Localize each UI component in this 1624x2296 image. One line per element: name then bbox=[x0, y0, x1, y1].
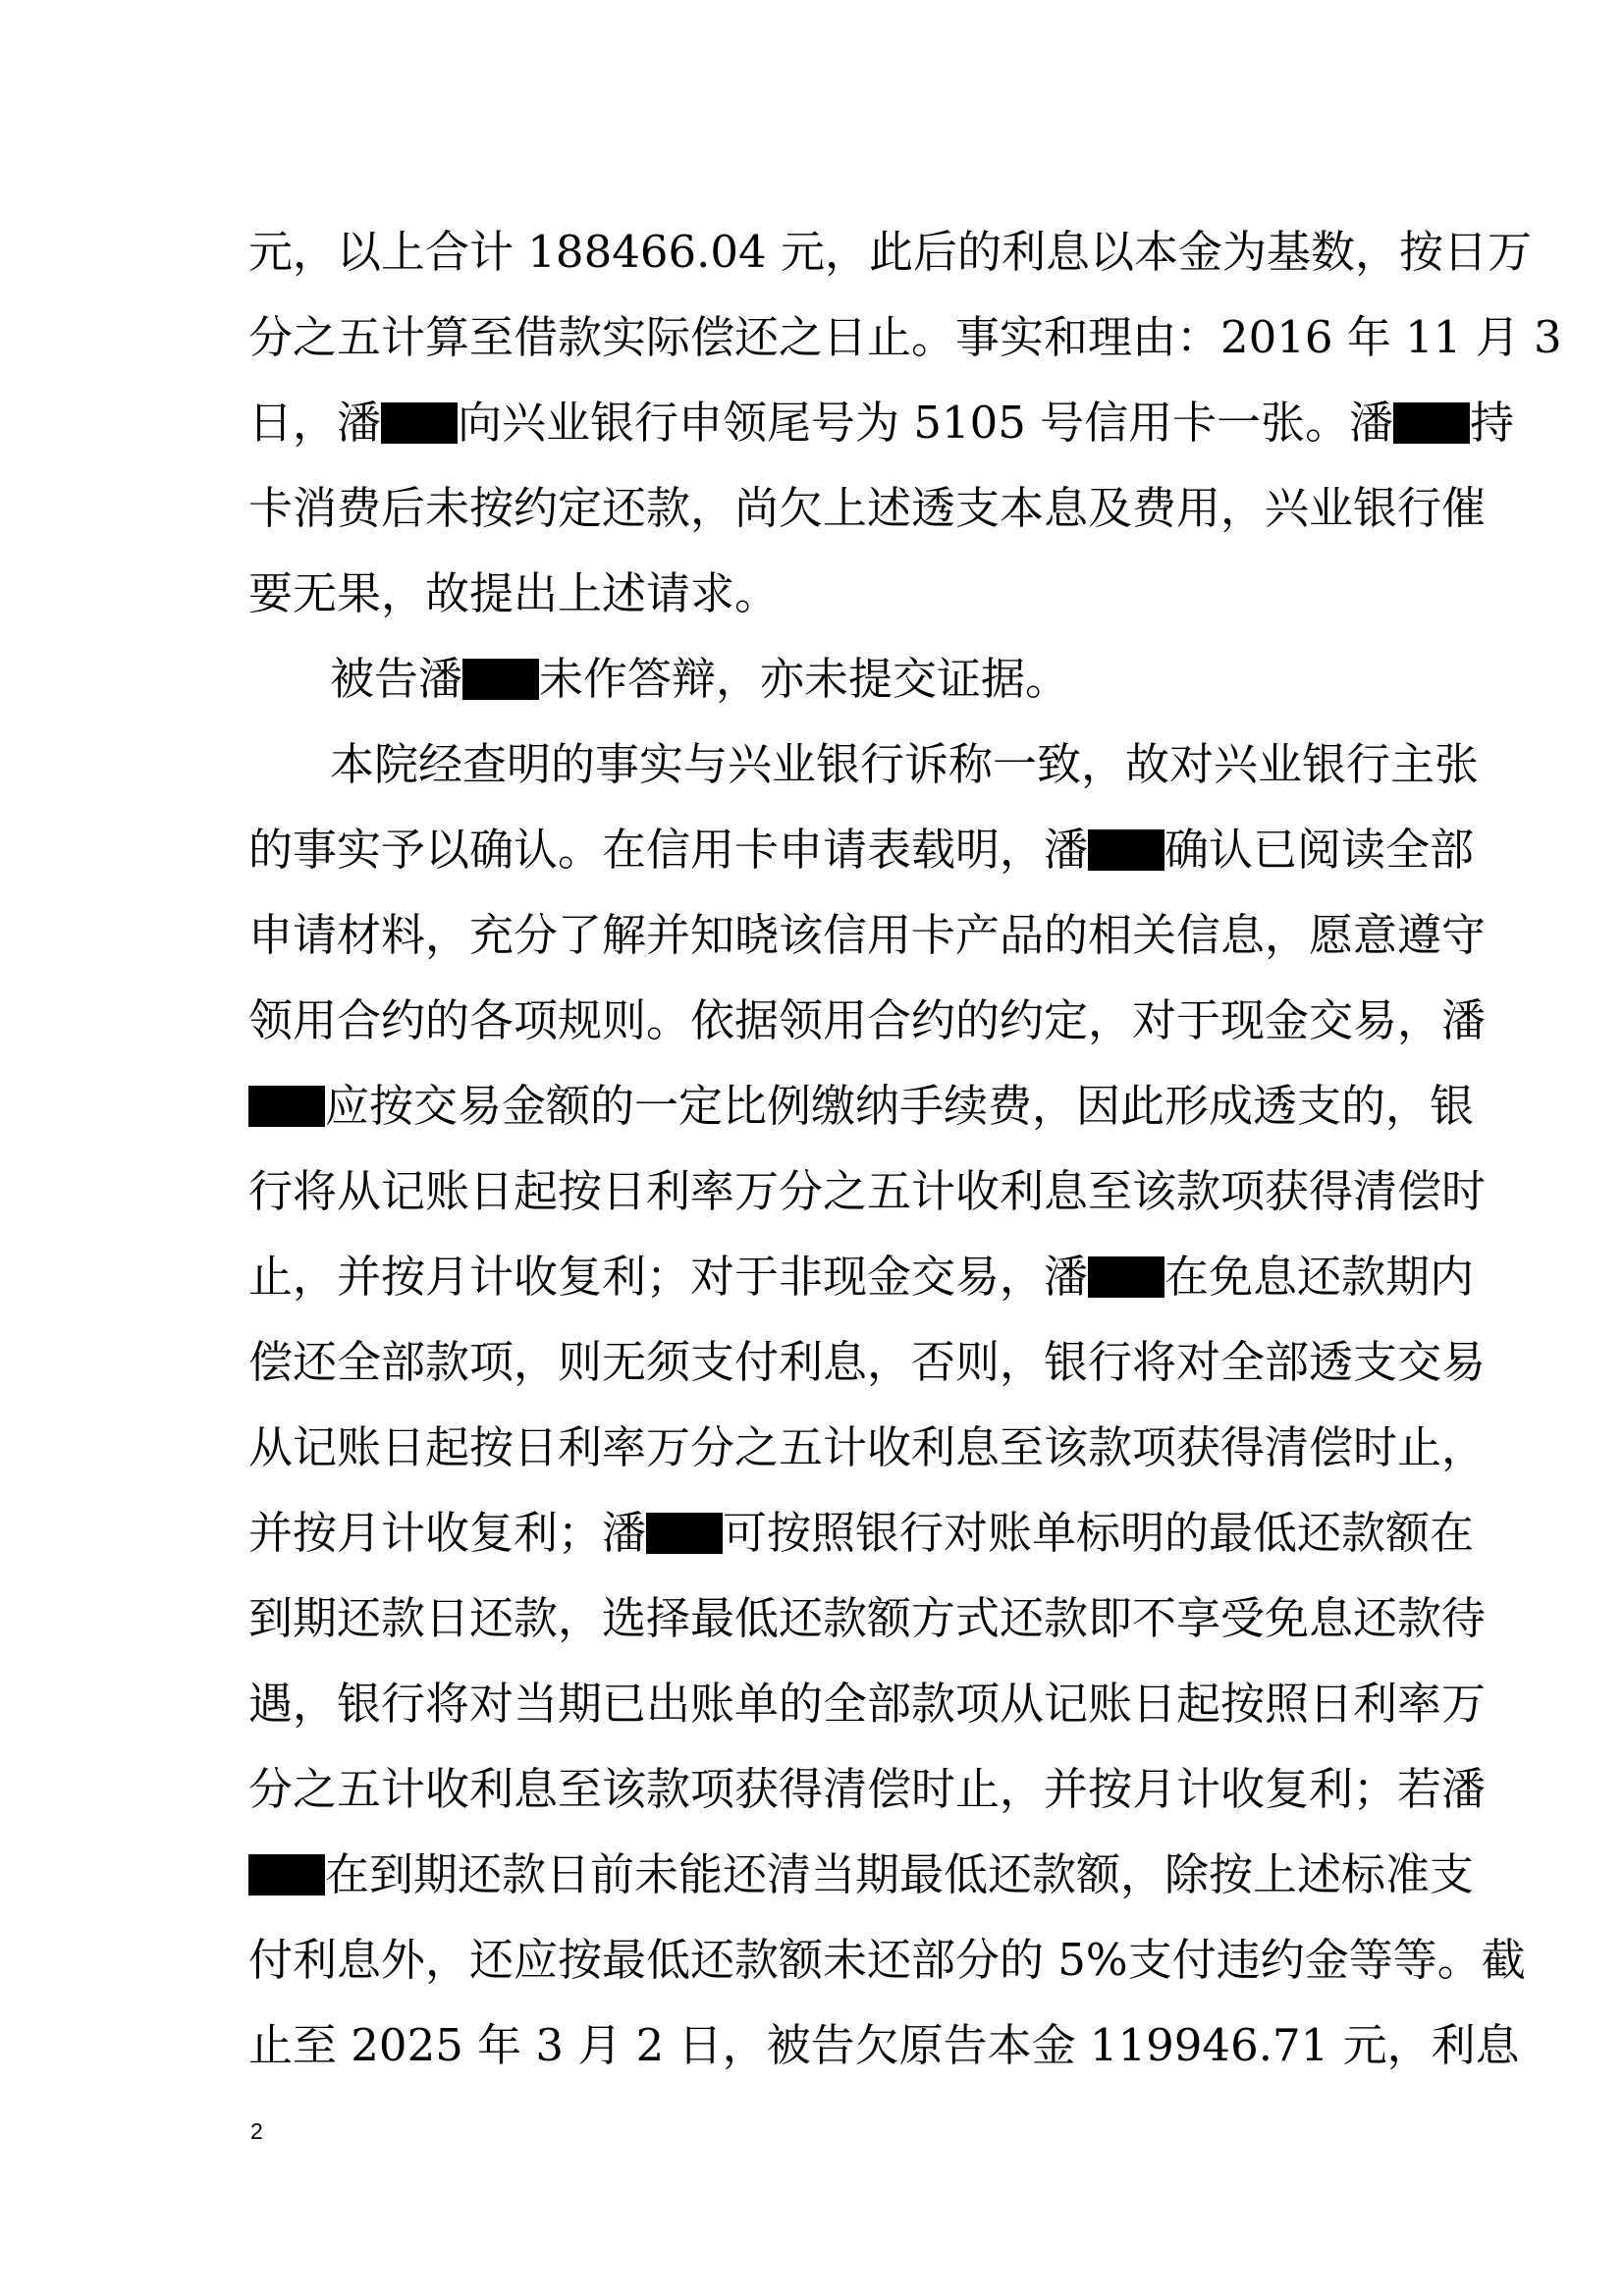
text-segment: 要无果，故提出上述请求。 bbox=[248, 567, 780, 619]
text-segment: 可按照银行对账单标明的最低还款额在 bbox=[723, 1507, 1475, 1559]
text-segment: 未作答辩，亦未提交证据。 bbox=[539, 653, 1070, 705]
text-segment: 行将从记账日起按日利率万分之五计收利息至该款项获得清偿时 bbox=[248, 1165, 1487, 1217]
text-segment: 到期还款日还款，选择最低还款额方式还款即不享受免息还款待 bbox=[248, 1592, 1487, 1644]
text-line-5 bbox=[248, 551, 1397, 637]
text-line-18 bbox=[248, 1661, 1487, 1747]
text-segment: 付利息外，还应按最低还款额未还部分的 5%支付违约金等等。截 bbox=[248, 1934, 1526, 1986]
redaction-block bbox=[1393, 402, 1470, 444]
redaction-block bbox=[1088, 829, 1164, 871]
text-line-3 bbox=[248, 380, 1515, 466]
redaction-block bbox=[248, 1854, 325, 1896]
text-line-2 bbox=[248, 294, 1562, 381]
redaction-block bbox=[462, 659, 539, 700]
text-segment: 偿还全部款项，则无须支付利息，否则，银行将对全部透支交易 bbox=[248, 1336, 1487, 1388]
page-number: 2 bbox=[250, 2118, 263, 2144]
text-segment: 在到期还款日前未能还清当期最低还款额，除按上述标准支 bbox=[325, 1848, 1475, 1900]
text-segment: 从记账日起按日利率万分之五计收利息至该款项获得清偿时止， bbox=[248, 1421, 1487, 1473]
text-segment: 确认已阅读全部 bbox=[1164, 824, 1475, 876]
text-segment: 领用合约的各项规则。依据领用合约的约定，对于现金交易，潘 bbox=[248, 994, 1487, 1046]
text-line-15 bbox=[248, 1405, 1487, 1491]
text-line-22 bbox=[248, 2002, 1520, 2089]
redaction-block bbox=[381, 402, 458, 444]
text-segment: 并按月计收复利；潘 bbox=[248, 1507, 647, 1559]
redaction-block bbox=[1088, 1256, 1164, 1298]
text-line-12 bbox=[248, 1148, 1487, 1235]
text-segment: 卡消费后未按约定还款，尚欠上述透支本息及费用，兴业银行催 bbox=[248, 482, 1487, 534]
text-line-9 bbox=[248, 892, 1487, 979]
paragraph-defendant bbox=[248, 636, 1397, 722]
text-segment: 申请材料，充分了解并知晓该信用卡产品的相关信息，愿意遵守 bbox=[248, 909, 1487, 961]
text-line-4 bbox=[248, 465, 1487, 552]
text-line-11 bbox=[248, 1063, 1475, 1149]
text-segment: 分之五计收利息至该款项获得清偿时止，并按月计收复利；若潘 bbox=[248, 1763, 1487, 1815]
text-line-10 bbox=[248, 978, 1487, 1064]
text-segment: 被告潘 bbox=[330, 653, 463, 705]
redaction-block bbox=[646, 1513, 723, 1554]
text-line-8 bbox=[248, 807, 1475, 893]
redaction-block bbox=[248, 1086, 325, 1127]
text-line-14 bbox=[248, 1319, 1487, 1406]
text-segment: 遇，银行将对当期已出账单的全部款项从记账日起按照日利率万 bbox=[248, 1678, 1487, 1730]
text-line-19 bbox=[248, 1746, 1487, 1833]
text-line-1 bbox=[248, 209, 1532, 295]
text-segment: 持 bbox=[1470, 397, 1515, 449]
text-line-21 bbox=[248, 1917, 1526, 2003]
text-line-20 bbox=[248, 1832, 1475, 1918]
text-segment: 日，潘 bbox=[248, 397, 382, 449]
text-segment: 止至 2025 年 3 月 2 日，被告欠原告本金 119946.71 元，利息 bbox=[248, 2019, 1520, 2071]
text-segment: 本院经查明的事实与兴业银行诉称一致，故对兴业银行主张 bbox=[330, 738, 1480, 790]
paragraph-findings-line-1 bbox=[248, 721, 1480, 808]
text-line-16 bbox=[248, 1490, 1475, 1576]
text-segment: 的事实予以确认。在信用卡申请表载明，潘 bbox=[248, 824, 1089, 876]
text-segment: 止，并按月计收复利；对于非现金交易，潘 bbox=[248, 1251, 1089, 1303]
text-segment: 分之五计算至借款实际偿还之日止。事实和理由：2016 年 11 月 3 bbox=[248, 311, 1562, 363]
text-line-13 bbox=[248, 1234, 1475, 1320]
text-segment: 向兴业银行申领尾号为 5105 号信用卡一张。潘 bbox=[458, 397, 1394, 449]
text-segment: 在免息还款期内 bbox=[1164, 1251, 1475, 1303]
text-segment: 应按交易金额的一定比例缴纳手续费，因此形成透支的，银 bbox=[325, 1080, 1475, 1132]
text-line-17 bbox=[248, 1575, 1487, 1662]
text-segment: 元，以上合计 188466.04 元，此后的利息以本金为基数，按日万 bbox=[248, 226, 1532, 278]
